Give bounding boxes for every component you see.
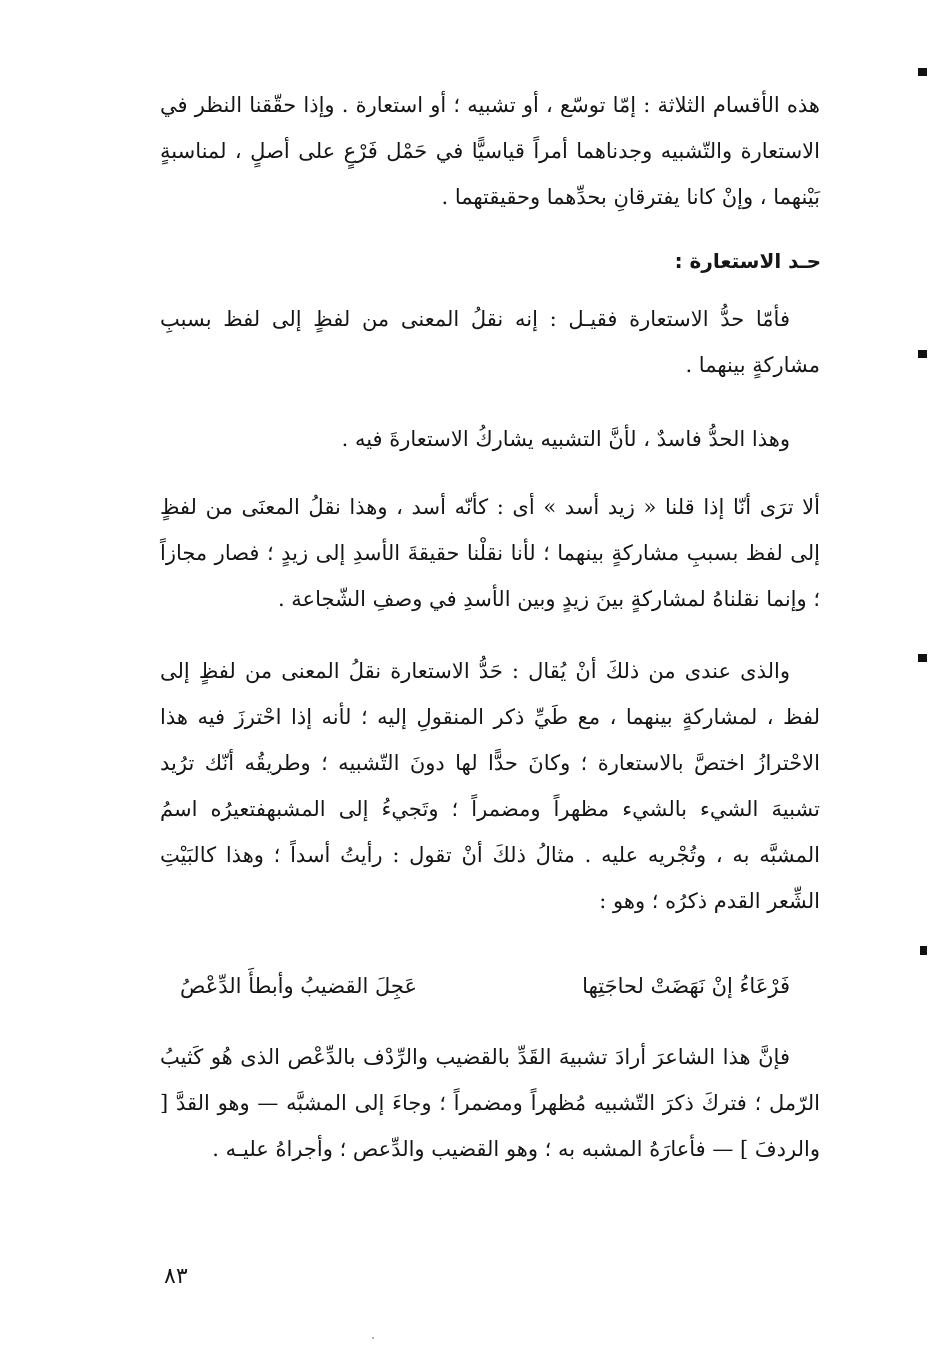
margin-mark bbox=[918, 68, 927, 76]
scan-speck bbox=[372, 1337, 374, 1339]
verse-second-hemistich: عَجِلَ القضيبُ وأبطأَ الدِّعْصُ bbox=[180, 974, 417, 998]
paragraph-example: ألا ترَى أنّا إذا قلنا « زيد أسد » أى : كأنّه أسد ، وهذا نقلُ المعنَى من لفظٍ إلى لفظ بسببِ مشاركةٍ بينهما ؛ لأنا نقلْنا حقيقةَ الأسدِ إلى زيدٍ ؛ فصار مجازاً ؛ وإنما نقلناهُ لمشاركةٍ بينَ زيدٍ وبين الأسدِ في وصفِ الشّجاعة . bbox=[160, 495, 820, 611]
page-number: ٨٣ bbox=[164, 1264, 188, 1289]
paragraph-author-definition: والذى عندى من ذلكَ أنْ يُقال : حَدُّ الاستعارة نقلُ المعنى من لفظٍ إلى لفظ ، لمشاركةٍ بينهما ، مع طَيِّ ذكر المنقولِ إليه ؛ لأنه إذا احْترزَ فيه هذا الاحْترازُ اختصَّ بالاستعارة ؛ وكانَ حدًّا لها دونَ التّشبيه ؛ وطريقُه أنّك ترُيد تشبيهَ الشيء بالشيء مظهراً ومضمراً ؛ وتَجيءُ إلى المشبهفتعيرُه اسمُ المشبَّه به ، وتُجْريه عليه . مثالُ ذلكَ أنْ تقول : رأيتُ أسداً ؛ وهذا كالبَيْتِ الشِّعر القدم ذكرُه ؛ وهو : bbox=[160, 659, 820, 913]
poetry-verse bbox=[180, 968, 790, 1004]
section-heading: حـد الاستعارة : bbox=[674, 249, 821, 273]
paragraph-intro: هذه الأقسام الثلاثة : إمّا توسّع ، أو تشبيه ؛ أو استعارة . وإذا حقّقنا النظر في الاستعارة والتّشبيه وجدناهما أمراً قياسيًّا في حَمْل فَرْعٍ على أصلٍ ، لمناسبةٍ بَيْنهما ، وإنْ كانا يفترقانِ بحدِّهما وحقيقتهما . bbox=[160, 93, 820, 209]
margin-mark bbox=[918, 350, 927, 358]
paragraph-critique: وهذا الحدُّ فاسدٌ ، لأنَّ التشبيه يشاركُ الاستعارةَ فيه . bbox=[341, 427, 790, 451]
margin-mark bbox=[920, 946, 927, 955]
paragraph-explanation: فإنَّ هذا الشاعرَ أرادَ تشبيهَ القَدِّ بالقضيب والرِّدْف بالدِّعْص الذى هُو كَثيبُ الرّمل ؛ فتركَ ذكرَ التّشبيه مُظهراً ومضمراً ؛ وجاءَ إلى المشبَّه — وهو القدَّ [ والردفَ ] — فأعارَهُ المشبه به ؛ وهو القضيب والدِّعص ؛ وأجراهُ عليـه . bbox=[160, 1045, 820, 1161]
margin-mark bbox=[918, 654, 927, 662]
paragraph-definition: فأمّا حدُّ الاستعارة فقيـل : إنه نقلُ المعنى من لفظٍ إلى لفظ بسببِ مشاركةٍ بينهما . bbox=[160, 307, 820, 377]
verse-first-hemistich: فَرْعَاءُ إنْ نَهَضَتْ لحاجَتِها bbox=[582, 974, 790, 998]
